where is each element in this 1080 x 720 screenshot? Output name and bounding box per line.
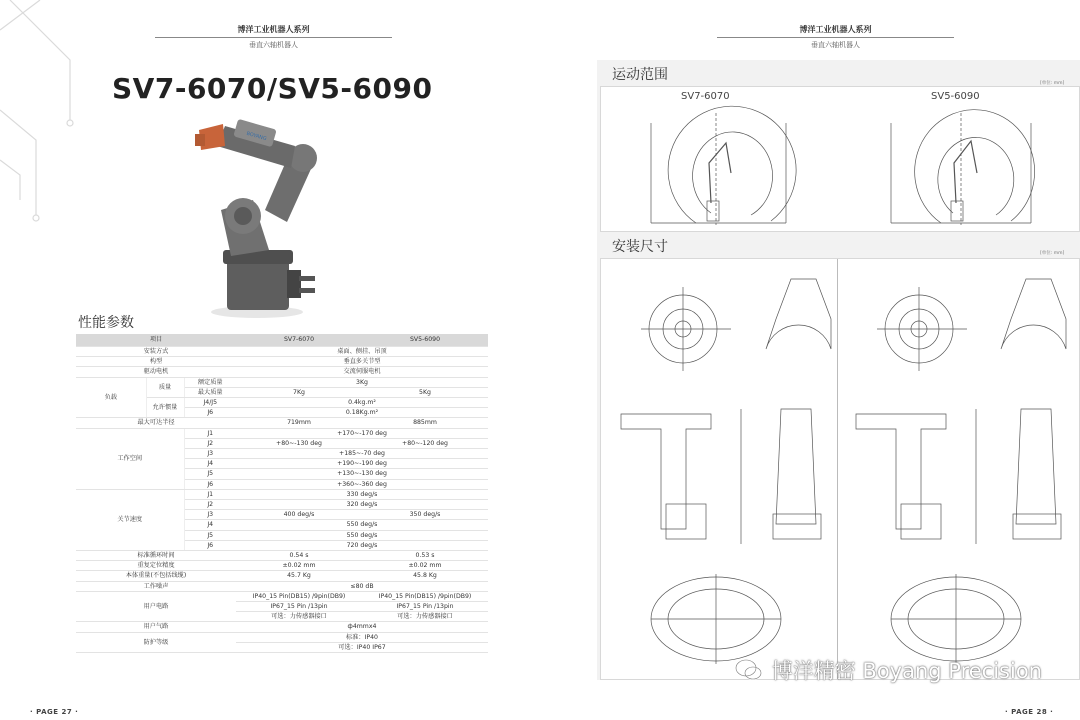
row-label: J3 <box>184 449 236 459</box>
row-label: J5 <box>184 469 236 479</box>
table-row <box>76 591 488 601</box>
table-row <box>76 347 488 357</box>
row-label: 标准循环时间 <box>76 551 236 561</box>
row-value: ф4mmx4 <box>236 622 488 632</box>
row-value: 550 deg/s <box>236 530 488 540</box>
row-value: +170~-170 deg <box>236 428 488 438</box>
row-label: 本体重量(不包括线缆) <box>76 571 236 581</box>
circuit-decoration <box>0 0 110 240</box>
install-dimension-panel <box>600 258 1080 680</box>
row-label: J2 <box>184 438 236 448</box>
group-label-mass: 质量 <box>146 377 184 397</box>
row-label: 用户气路 <box>76 622 236 632</box>
row-label: J5 <box>184 530 236 540</box>
unit-mark: [单位: mm] <box>1040 81 1065 86</box>
row-value-b: 5Kg <box>362 387 488 397</box>
row-value: +360~-360 deg <box>236 479 488 489</box>
row-label: 用户电路 <box>76 591 236 622</box>
header-model-b: SV5-6090 <box>362 334 488 347</box>
series-title: 博洋工业机器人系列 <box>799 25 872 34</box>
table-row <box>76 551 488 561</box>
table-row <box>76 561 488 571</box>
page-number: · PAGE 27 · <box>30 708 79 716</box>
row-value: 550 deg/s <box>236 520 488 530</box>
motion-range-panel <box>600 86 1080 232</box>
row-value: 垂直多关节型 <box>236 357 488 367</box>
motion-range-drawing <box>601 103 1079 229</box>
spec-table <box>76 334 488 653</box>
table-row <box>76 622 488 632</box>
series-subtitle: 垂直六轴机器人 <box>811 41 860 49</box>
row-value-b: 885mm <box>362 418 488 428</box>
row-label: J6 <box>184 408 236 418</box>
row-value: +190~-190 deg <box>236 459 488 469</box>
row-label: 额定质量 <box>184 377 236 387</box>
row-value: 3Kg <box>236 377 488 387</box>
row-value-a: IP40_15 Pin(DB15) /9pin(DB9) <box>236 591 362 601</box>
row-value-a: 7Kg <box>236 387 362 397</box>
section-title-performance: 性能参数 <box>78 315 134 331</box>
row-label: J6 <box>184 540 236 550</box>
row-label: 防护等级 <box>76 632 236 652</box>
table-header-row <box>76 334 488 347</box>
page-number: · PAGE 28 · <box>1005 708 1054 716</box>
row-value-a: IP67_15 Pin /13pin <box>236 602 362 612</box>
group-label-inertia: 允许惯量 <box>146 398 184 418</box>
page-header <box>717 24 954 50</box>
row-value-a: 45.7 Kg <box>236 571 362 581</box>
watermark <box>734 655 1042 685</box>
row-label: J4 <box>184 459 236 469</box>
row-label: 最大质量 <box>184 387 236 397</box>
row-label: J4/J5 <box>184 398 236 408</box>
table-row <box>76 428 488 438</box>
row-value-b: ±0.02 mm <box>362 561 488 571</box>
row-label: 重复定位精度 <box>76 561 236 571</box>
row-value-b: 0.53 s <box>362 551 488 561</box>
row-value: +130~-130 deg <box>236 469 488 479</box>
install-dimension-drawing <box>601 259 1079 679</box>
wechat-icon <box>734 655 764 685</box>
group-label-load: 负载 <box>76 377 146 418</box>
watermark-text: 博洋精密 Boyang Precision <box>771 659 1042 683</box>
section-title-motion: 运动范围 <box>612 67 668 83</box>
row-value-a: 可选：力传感器接口 <box>236 612 362 622</box>
row-value-b: 45.8 Kg <box>362 571 488 581</box>
row-label: 最大可达半径 <box>76 418 236 428</box>
group-label-speed: 关节速度 <box>76 489 184 550</box>
model-label-b: SV5-6090 <box>931 91 980 102</box>
row-label: 驱动电机 <box>76 367 236 377</box>
table-row <box>76 632 488 642</box>
section-title-install: 安装尺寸 <box>612 239 668 255</box>
row-value: 可选：IP40 IP67 <box>236 642 488 652</box>
row-value: 交流伺服电机 <box>236 367 488 377</box>
row-label: J4 <box>184 520 236 530</box>
row-value-a: 719mm <box>236 418 362 428</box>
row-label: 构型 <box>76 357 236 367</box>
row-value-a: 0.54 s <box>236 551 362 561</box>
table-row <box>76 489 488 499</box>
header-rule <box>717 37 954 38</box>
row-value-a: +80~-130 deg <box>236 438 362 448</box>
row-value-a: ±0.02 mm <box>236 561 362 571</box>
table-row <box>76 581 488 591</box>
row-value-b: 可选：力传感器接口 <box>362 612 488 622</box>
robot-arm-image <box>195 110 335 320</box>
table-row <box>76 367 488 377</box>
row-value: 330 deg/s <box>236 489 488 499</box>
row-value: ≤80 dB <box>236 581 488 591</box>
row-value: 0.18Kg.m² <box>236 408 488 418</box>
row-label: J6 <box>184 479 236 489</box>
row-value: 320 deg/s <box>236 500 488 510</box>
row-label: 安装方式 <box>76 347 236 357</box>
row-value-b: +80~-120 deg <box>362 438 488 448</box>
header-model-a: SV7-6070 <box>236 334 362 347</box>
row-value: 桌面、侧挂、吊顶 <box>236 347 488 357</box>
table-row <box>76 357 488 367</box>
header-rule <box>155 37 392 38</box>
page-header <box>155 24 392 50</box>
row-value: 标准：IP40 <box>236 632 488 642</box>
table-row <box>76 377 488 387</box>
svg-text:BOYANG: BOYANG <box>245 130 268 143</box>
row-label: J1 <box>184 489 236 499</box>
row-value-a: 400 deg/s <box>236 510 362 520</box>
group-label-workspace: 工作空间 <box>76 428 184 489</box>
row-label: 工作噪声 <box>76 581 236 591</box>
row-label: J1 <box>184 428 236 438</box>
unit-mark: [单位: mm] <box>1040 251 1065 256</box>
table-row <box>76 571 488 581</box>
row-value: 0.4kg.m² <box>236 398 488 408</box>
model-title: SV7-6070/SV5-6090 <box>112 72 433 105</box>
row-value: +185~-70 deg <box>236 449 488 459</box>
row-value: 720 deg/s <box>236 540 488 550</box>
series-title: 博洋工业机器人系列 <box>237 25 310 34</box>
header-item: 项目 <box>76 334 236 347</box>
model-label-a: SV7-6070 <box>681 91 730 102</box>
series-subtitle: 垂直六轴机器人 <box>249 41 298 49</box>
right-page <box>540 0 1080 720</box>
row-label: J2 <box>184 500 236 510</box>
row-value-b: IP40_15 Pin(DB15) /9pin(DB9) <box>362 591 488 601</box>
row-value-b: IP67_15 Pin /13pin <box>362 602 488 612</box>
row-label: J3 <box>184 510 236 520</box>
table-row <box>76 418 488 428</box>
row-value-b: 350 deg/s <box>362 510 488 520</box>
